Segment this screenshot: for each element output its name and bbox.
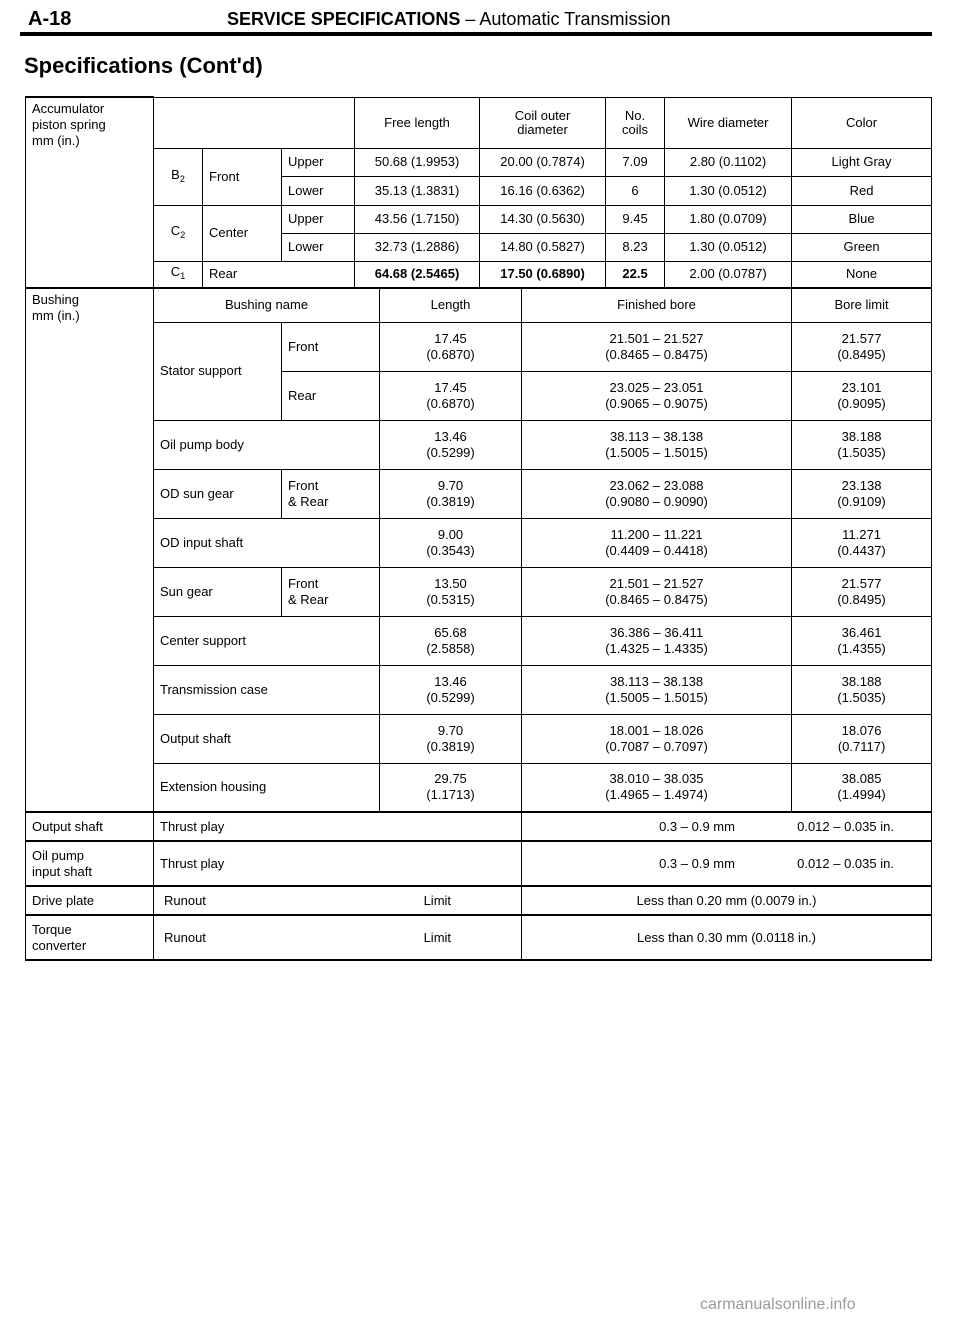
col-bushing-name: Bushing name <box>154 288 380 322</box>
length-value: 9.70 (0.3819) <box>380 469 522 518</box>
runout-row <box>26 886 932 915</box>
bushing-sub: Front <box>282 322 380 371</box>
wire-value: 2.00 (0.0787) <box>665 261 792 288</box>
free-length-value: 64.68 (2.5465) <box>355 261 480 288</box>
bushing-row <box>26 322 932 371</box>
bore-limit-value: 38.085 (1.4994) <box>792 763 932 812</box>
bore-limit-value: 23.101 (0.9095) <box>792 371 932 420</box>
bore-limit-value: 18.076 (0.7117) <box>792 714 932 763</box>
bushing-label: Bushing mm (in.) <box>26 288 154 812</box>
header-title <box>227 9 670 30</box>
bushing-row <box>26 616 932 665</box>
bushing-name: Transmission case <box>154 665 380 714</box>
value-in: 0.012 – 0.035 in. <box>797 855 894 871</box>
thrust-value <box>522 841 932 886</box>
limit-label: Limit <box>423 892 452 908</box>
value-mm: 0.3 – 0.9 mm <box>659 855 735 871</box>
col-coil-outer-diameter: Coil outer diameter <box>480 97 606 148</box>
page-number: A-18 <box>28 8 72 30</box>
coils-value: 7.09 <box>606 148 665 176</box>
finished-bore-value: 11.200 – 11.221 (0.4409 – 0.4418) <box>522 518 792 567</box>
length-value: 29.75 (1.1713) <box>380 763 522 812</box>
accumulator-side: Lower <box>282 176 355 205</box>
thrust-value <box>522 812 932 841</box>
coil-od-value: 14.30 (0.5630) <box>480 205 606 233</box>
length-value: 9.00 (0.3543) <box>380 518 522 567</box>
finished-bore-value: 21.501 – 21.527 (0.8465 – 0.8475) <box>522 322 792 371</box>
component-label: Oil pump input shaft <box>26 841 154 886</box>
finished-bore-value: 38.113 – 38.138 (1.5005 – 1.5015) <box>522 665 792 714</box>
runout-value: Less than 0.30 mm (0.0118 in.) <box>522 915 932 960</box>
accumulator-row <box>26 148 932 176</box>
accumulator-position: Front <box>203 148 282 205</box>
spec-table <box>25 96 932 961</box>
length-value: 13.50 (0.5315) <box>380 567 522 616</box>
coil-od-value: 16.16 (0.6362) <box>480 176 606 205</box>
bushing-header-row <box>26 288 932 322</box>
wire-value: 1.30 (0.0512) <box>665 176 792 205</box>
free-length-value: 35.13 (1.3831) <box>355 176 480 205</box>
coils-value: 9.45 <box>606 205 665 233</box>
accumulator-position: Center <box>203 205 282 261</box>
finished-bore-value: 23.062 – 23.088 (0.9080 – 0.9090) <box>522 469 792 518</box>
bushing-name: Oil pump body <box>154 420 380 469</box>
length-value: 13.46 (0.5299) <box>380 665 522 714</box>
coils-value: 22.5 <box>606 261 665 288</box>
col-bore-limit: Bore limit <box>792 288 932 322</box>
accumulator-group: $C_1$ <box>154 261 203 288</box>
finished-bore-value: 21.501 – 21.527 (0.8465 – 0.8475) <box>522 567 792 616</box>
coils-value: 8.23 <box>606 233 665 261</box>
coil-od-value: 20.00 (0.7874) <box>480 148 606 176</box>
bore-limit-value: 38.188 (1.5035) <box>792 420 932 469</box>
runout-item <box>154 886 522 915</box>
bore-limit-value: 21.577 (0.8495) <box>792 567 932 616</box>
accumulator-side: Upper <box>282 148 355 176</box>
coil-od-value: 14.80 (0.5827) <box>480 233 606 261</box>
page-header <box>20 6 932 36</box>
free-length-value: 43.56 (1.7150) <box>355 205 480 233</box>
bore-limit-value: 38.188 (1.5035) <box>792 665 932 714</box>
bushing-sub: Front & Rear <box>282 567 380 616</box>
bushing-row <box>26 469 932 518</box>
length-value: 65.68 (2.5858) <box>380 616 522 665</box>
col-free-length: Free length <box>355 97 480 148</box>
finished-bore-value: 38.010 – 38.035 (1.4965 – 1.4974) <box>522 763 792 812</box>
free-length-value: 50.68 (1.9953) <box>355 148 480 176</box>
thrust-row <box>26 812 932 841</box>
length-value: 9.70 (0.3819) <box>380 714 522 763</box>
header-title-rest: – Automatic Transmission <box>460 9 671 29</box>
wire-value: 2.80 (0.1102) <box>665 148 792 176</box>
bushing-name: OD sun gear <box>154 469 282 518</box>
finished-bore-value: 23.025 – 23.051 (0.9065 – 0.9075) <box>522 371 792 420</box>
component-label: Drive plate <box>26 886 154 915</box>
bushing-row <box>26 420 932 469</box>
length-value: 17.45 (0.6870) <box>380 322 522 371</box>
bushing-row <box>26 518 932 567</box>
col-length: Length <box>380 288 522 322</box>
accumulator-side: Upper <box>282 205 355 233</box>
wire-value: 1.30 (0.0512) <box>665 233 792 261</box>
component-label: Torque converter <box>26 915 154 960</box>
finished-bore-value: 36.386 – 36.411 (1.4325 – 1.4335) <box>522 616 792 665</box>
bore-limit-value: 11.271 (0.4437) <box>792 518 932 567</box>
col-color: Color <box>792 97 932 148</box>
length-value: 13.46 (0.5299) <box>380 420 522 469</box>
wire-value: 1.80 (0.0709) <box>665 205 792 233</box>
bore-limit-value: 23.138 (0.9109) <box>792 469 932 518</box>
bushing-row <box>26 714 932 763</box>
col-finished-bore: Finished bore <box>522 288 792 322</box>
color-value: Light Gray <box>792 148 932 176</box>
accumulator-side: Lower <box>282 233 355 261</box>
bushing-row <box>26 763 932 812</box>
runout-value: Less than 0.20 mm (0.0079 in.) <box>522 886 932 915</box>
value-mm: 0.3 – 0.9 mm <box>659 818 735 834</box>
bushing-name: Center support <box>154 616 380 665</box>
accumulator-header-row <box>26 97 932 148</box>
component-label: Output shaft <box>26 812 154 841</box>
bushing-name: Extension housing <box>154 763 380 812</box>
bushing-row <box>26 567 932 616</box>
finished-bore-value: 38.113 – 38.138 (1.5005 – 1.5015) <box>522 420 792 469</box>
thrust-row <box>26 841 932 886</box>
bushing-sub: Rear <box>282 371 380 420</box>
coil-od-value: 17.50 (0.6890) <box>480 261 606 288</box>
finished-bore-value: 18.001 – 18.026 (0.7087 – 0.7097) <box>522 714 792 763</box>
bore-limit-value: 21.577 (0.8495) <box>792 322 932 371</box>
value-in: 0.012 – 0.035 in. <box>797 818 894 834</box>
color-value: None <box>792 261 932 288</box>
watermark: carmanualsonline.info <box>700 1296 856 1313</box>
col-no-coils: No. coils <box>606 97 665 148</box>
bushing-name: OD input shaft <box>154 518 380 567</box>
bushing-name: Output shaft <box>154 714 380 763</box>
free-length-value: 32.73 (1.2886) <box>355 233 480 261</box>
col-wire-diameter: Wire diameter <box>665 97 792 148</box>
item-label: Runout <box>164 892 206 908</box>
bore-limit-value: 36.461 (1.4355) <box>792 616 932 665</box>
accumulator-position: Rear <box>203 261 355 288</box>
runout-item <box>154 915 522 960</box>
accumulator-label: Accumulator piston spring mm (in.) <box>26 97 154 288</box>
accumulator-row <box>26 261 932 288</box>
color-value: Red <box>792 176 932 205</box>
section-title: Specifications (Cont'd) <box>24 53 263 78</box>
item-label: Thrust play <box>154 841 522 886</box>
accumulator-group: $C_2$ <box>154 205 203 261</box>
color-value: Blue <box>792 205 932 233</box>
accumulator-group: $B_2$ <box>154 148 203 205</box>
bushing-sub: Front & Rear <box>282 469 380 518</box>
bushing-name: Sun gear <box>154 567 282 616</box>
color-value: Green <box>792 233 932 261</box>
limit-label: Limit <box>423 929 452 945</box>
coils-value: 6 <box>606 176 665 205</box>
item-label: Runout <box>164 929 206 945</box>
bushing-name: Stator support <box>154 322 282 420</box>
runout-row <box>26 915 932 960</box>
bushing-row <box>26 665 932 714</box>
accumulator-corner <box>154 97 355 148</box>
accumulator-row <box>26 205 932 233</box>
length-value: 17.45 (0.6870) <box>380 371 522 420</box>
header-title-bold: SERVICE SPECIFICATIONS <box>227 9 461 29</box>
item-label: Thrust play <box>154 812 522 841</box>
